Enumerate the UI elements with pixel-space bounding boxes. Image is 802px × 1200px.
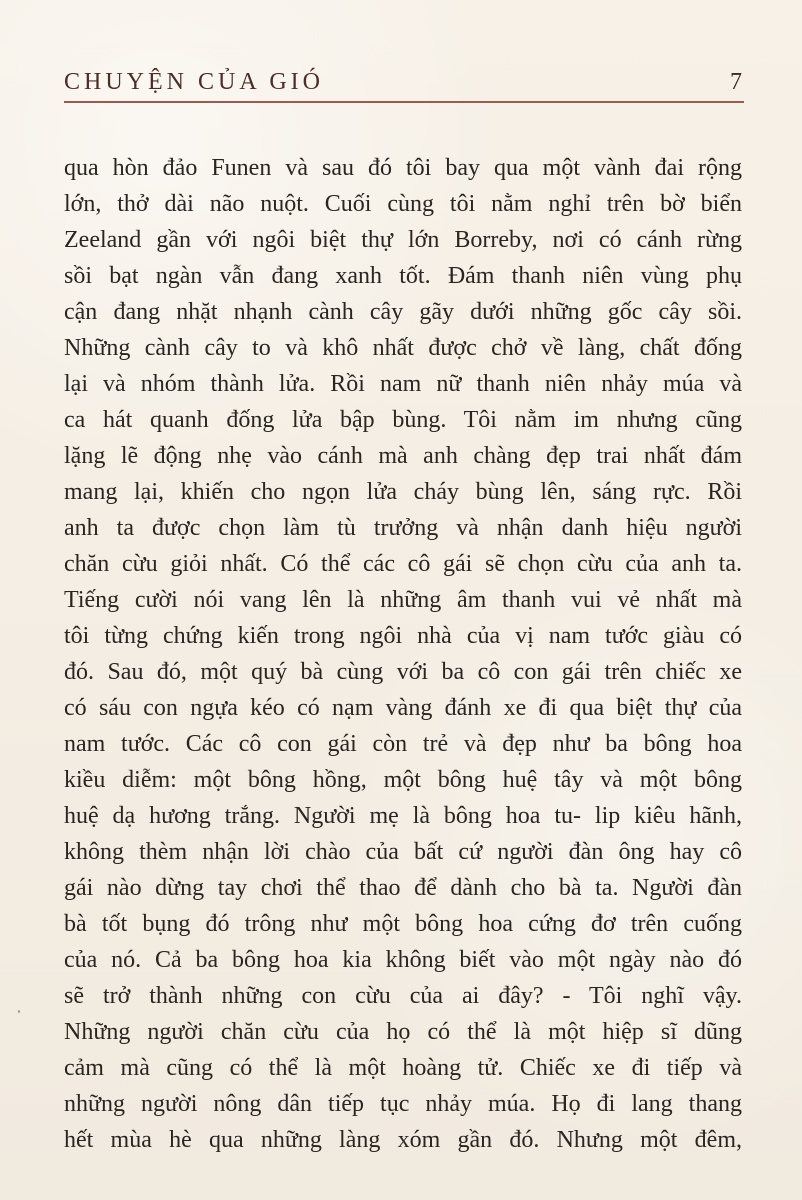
text-line: lặng lẽ động nhẹ vào cánh mà anh chàng đẹp trai nhất đám [64,443,742,469]
text-line: Zeeland gần với ngôi biệt thự lớn Borreby, nơi có cánh rừng [64,227,742,253]
paper-speck [18,1010,20,1013]
text-line: mang lại, khiến cho ngọn lửa cháy bùng lên, sáng rực. Rồi [64,479,742,505]
running-title: CHUYỆN CỦA GIÓ [64,69,324,95]
text-line: lại và nhóm thành lửa. Rồi nam nữ thanh niên nhảy múa và [64,371,742,397]
text-line: nam tước. Các cô con gái còn trẻ và đẹp như ba bông hoa [64,731,742,757]
text-line: gái nào dừng tay chơi thể thao để dành cho bà ta. Người đàn [64,875,742,901]
text-line: cảm mà cũng có thể là một hoàng tử. Chiếc xe đi tiếp và [64,1055,742,1081]
text-line: hết mùa hè qua những làng xóm gần đó. Nhưng một đêm, [64,1127,742,1153]
text-line: ca hát quanh đống lửa bập bùng. Tôi nằm im nhưng cũng [64,407,742,433]
text-line: sẽ trở thành những con cừu của ai đây? - Tôi nghĩ vậy. [64,983,742,1009]
text-line: có sáu con ngựa kéo có nạm vàng đánh xe đi qua biệt thự của [64,695,742,721]
text-line: không thèm nhận lời chào của bất cứ người đàn ông hay cô [64,839,742,865]
text-line: đó. Sau đó, một quý bà cùng với ba cô con gái trên chiếc xe [64,659,742,685]
text-line: Những cành cây to và khô nhất được chở về làng, chất đống [64,335,742,361]
body-text [64,150,742,1158]
text-line: lớn, thở dài não nuột. Cuối cùng tôi nằm nghỉ trên bờ biển [64,191,742,217]
text-line: cận đang nhặt nhạnh cành cây gãy dưới những gốc cây sồi. [64,299,742,325]
text-line: huệ dạ hương trắng. Người mẹ là bông hoa tu- lip kiêu hãnh, [64,803,742,829]
text-line: bà tốt bụng đó trông như một bông hoa cứng đơ trên cuống [64,911,742,937]
text-line: chăn cừu giỏi nhất. Có thể các cô gái sẽ chọn cừu của anh ta. [64,551,742,577]
page-number: 7 [730,69,742,95]
text-line: của nó. Cả ba bông hoa kia không biết vào một ngày nào đó [64,947,742,973]
text-line: Tiếng cười nói vang lên là những âm thanh vui vẻ nhất mà [64,587,742,613]
text-line: qua hòn đảo Funen và sau đó tôi bay qua một vành đai rộng [64,155,742,181]
text-line: Những người chăn cừu của họ có thể là một hiệp sĩ dũng [64,1019,742,1045]
text-line: kiều diễm: một bông hồng, một bông huệ tây và một bông [64,767,742,793]
page-header [64,68,742,98]
text-line: anh ta được chọn làm tù trưởng và nhận danh hiệu người [64,515,742,541]
header-rule [64,101,744,103]
text-line: những người nông dân tiếp tục nhảy múa. Họ đi lang thang [64,1091,742,1117]
text-line: sồi bạt ngàn vẫn đang xanh tốt. Đám thanh niên vùng phụ [64,263,742,289]
text-line: tôi từng chứng kiến trong ngôi nhà của vị nam tước giàu có [64,623,742,649]
